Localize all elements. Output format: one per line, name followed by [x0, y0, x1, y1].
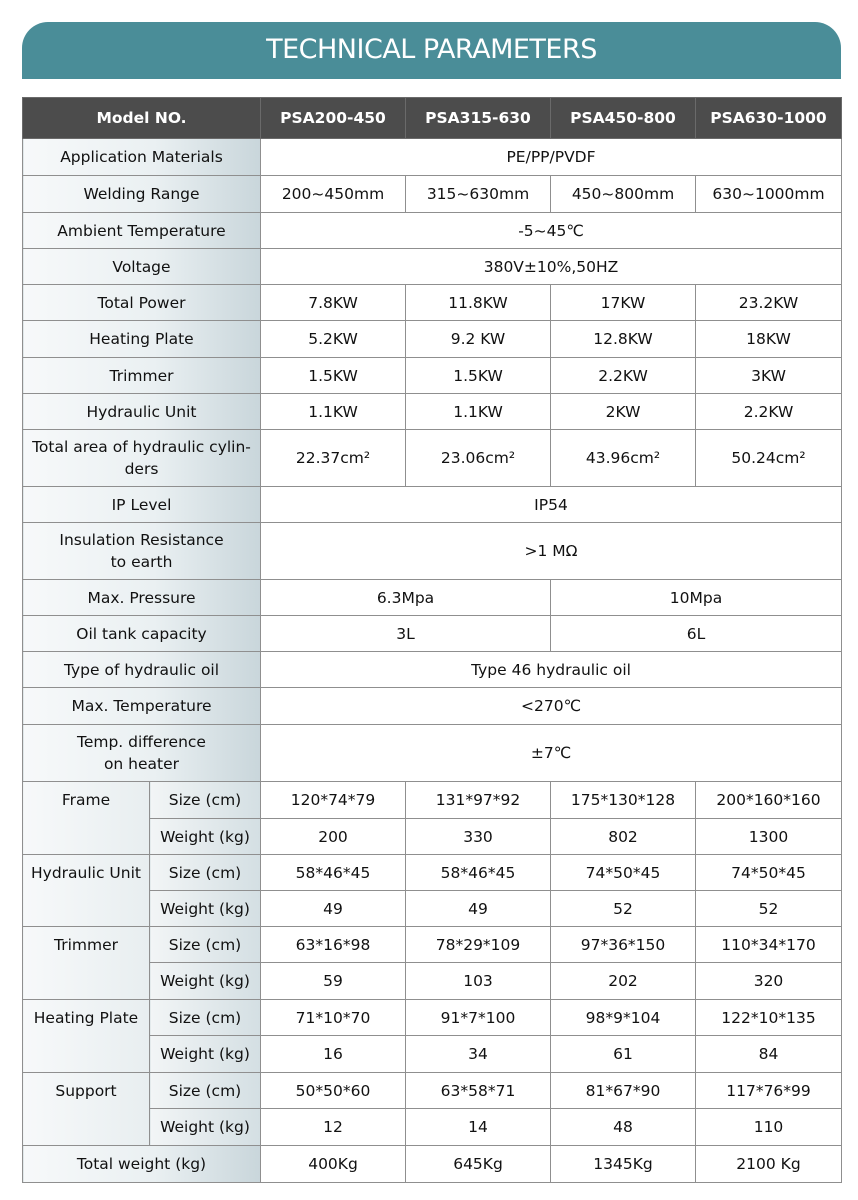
row-value: 74*50*45	[551, 855, 696, 891]
row-label: Max. Pressure	[23, 580, 261, 616]
row-label: Insulation Resistance to earth	[23, 523, 261, 580]
row-value: 12.8KW	[551, 321, 696, 358]
group-label-empty	[23, 963, 150, 1000]
group-label: Hydraulic Unit	[23, 855, 150, 891]
row-value: 2100 Kg	[696, 1146, 842, 1183]
row-label: Oil tank capacity	[23, 616, 261, 652]
row-value: -5~45℃	[261, 213, 842, 249]
row-value: Type 46 hydraulic oil	[261, 652, 842, 688]
table-row	[23, 523, 842, 580]
row-value: 330	[406, 819, 551, 855]
sub-label: Weight (kg)	[150, 819, 261, 855]
row-value: 3KW	[696, 358, 842, 394]
group-label: Trimmer	[23, 927, 150, 963]
row-value: 5.2KW	[261, 321, 406, 358]
row-value: 380V±10%,50HZ	[261, 249, 842, 285]
table-row	[23, 963, 842, 1000]
row-value: PE/PP/PVDF	[261, 139, 842, 176]
row-value: 3L	[261, 616, 551, 652]
sub-label: Weight (kg)	[150, 1109, 261, 1146]
row-value: 117*76*99	[696, 1073, 842, 1109]
row-value: 22.37cm²	[261, 430, 406, 487]
row-value: 2.2KW	[551, 358, 696, 394]
row-value: 11.8KW	[406, 285, 551, 321]
table-row	[23, 782, 842, 819]
group-label-empty	[23, 819, 150, 855]
row-label: Trimmer	[23, 358, 261, 394]
row-value: 18KW	[696, 321, 842, 358]
table-row	[23, 321, 842, 358]
table-row	[23, 616, 842, 652]
title-banner	[22, 22, 841, 79]
row-value: 1.5KW	[261, 358, 406, 394]
table-row	[23, 394, 842, 430]
row-value: 400Kg	[261, 1146, 406, 1183]
row-value: 59	[261, 963, 406, 1000]
row-label: Application Materials	[23, 139, 261, 176]
group-label-empty	[23, 891, 150, 927]
row-value: 131*97*92	[406, 782, 551, 819]
table-row	[23, 819, 842, 855]
row-value: 200~450mm	[261, 176, 406, 213]
row-label: Welding Range	[23, 176, 261, 213]
row-value: 122*10*135	[696, 1000, 842, 1036]
table-row	[23, 249, 842, 285]
row-label: Temp. difference on heater	[23, 725, 261, 782]
table-row	[23, 139, 842, 176]
header-model: PSA200-450	[261, 98, 406, 139]
row-value: 120*74*79	[261, 782, 406, 819]
row-value: 50*50*60	[261, 1073, 406, 1109]
row-value: 1345Kg	[551, 1146, 696, 1183]
row-value: 58*46*45	[406, 855, 551, 891]
row-value: 78*29*109	[406, 927, 551, 963]
row-label: IP Level	[23, 487, 261, 523]
row-label: Heating Plate	[23, 321, 261, 358]
table-row	[23, 1073, 842, 1109]
group-label: Frame	[23, 782, 150, 819]
table-row	[23, 213, 842, 249]
row-value: 320	[696, 963, 842, 1000]
row-value: 802	[551, 819, 696, 855]
parameters-table	[22, 97, 842, 1183]
row-value: 200*160*160	[696, 782, 842, 819]
row-value: 450~800mm	[551, 176, 696, 213]
row-value: 6.3Mpa	[261, 580, 551, 616]
row-value: 97*36*150	[551, 927, 696, 963]
table-row	[23, 855, 842, 891]
total-weight-row	[23, 1146, 842, 1183]
row-value: 630~1000mm	[696, 176, 842, 213]
row-value: 43.96cm²	[551, 430, 696, 487]
sub-label: Weight (kg)	[150, 1036, 261, 1073]
table-row	[23, 176, 842, 213]
row-value: 2.2KW	[696, 394, 842, 430]
group-label-empty	[23, 1109, 150, 1146]
row-value: 49	[406, 891, 551, 927]
row-value: 2KW	[551, 394, 696, 430]
row-value: 1300	[696, 819, 842, 855]
row-value: 34	[406, 1036, 551, 1073]
table-row	[23, 1000, 842, 1036]
header-model-no: Model NO.	[23, 98, 261, 139]
row-value: 98*9*104	[551, 1000, 696, 1036]
row-value: 91*7*100	[406, 1000, 551, 1036]
table-header	[23, 98, 842, 139]
row-value: 52	[696, 891, 842, 927]
row-value: 103	[406, 963, 551, 1000]
row-value: 63*58*71	[406, 1073, 551, 1109]
row-value: 48	[551, 1109, 696, 1146]
row-value: 52	[551, 891, 696, 927]
sub-label: Size (cm)	[150, 782, 261, 819]
sub-label: Size (cm)	[150, 1000, 261, 1036]
row-value: 6L	[551, 616, 842, 652]
table-row	[23, 1036, 842, 1073]
row-value: 14	[406, 1109, 551, 1146]
header-row	[23, 98, 842, 139]
row-value: 7.8KW	[261, 285, 406, 321]
row-label: Ambient Temperature	[23, 213, 261, 249]
row-label: Total Power	[23, 285, 261, 321]
row-value: 110	[696, 1109, 842, 1146]
group-label: Support	[23, 1073, 150, 1109]
row-value: 16	[261, 1036, 406, 1073]
header-model: PSA450-800	[551, 98, 696, 139]
table-row	[23, 358, 842, 394]
row-value: >1 MΩ	[261, 523, 842, 580]
row-value: 1.1KW	[406, 394, 551, 430]
row-value: 1.1KW	[261, 394, 406, 430]
row-value: IP54	[261, 487, 842, 523]
row-value: 71*10*70	[261, 1000, 406, 1036]
sub-label: Size (cm)	[150, 855, 261, 891]
sub-label: Size (cm)	[150, 927, 261, 963]
row-value: 23.06cm²	[406, 430, 551, 487]
row-value: 17KW	[551, 285, 696, 321]
row-label: Type of hydraulic oil	[23, 652, 261, 688]
row-value: 81*67*90	[551, 1073, 696, 1109]
table-row	[23, 927, 842, 963]
sub-label: Weight (kg)	[150, 891, 261, 927]
table-row	[23, 285, 842, 321]
row-value: 1.5KW	[406, 358, 551, 394]
row-value: ±7℃	[261, 725, 842, 782]
table-row	[23, 580, 842, 616]
row-value: 10Mpa	[551, 580, 842, 616]
row-value: 200	[261, 819, 406, 855]
row-label: Voltage	[23, 249, 261, 285]
table-row	[23, 725, 842, 782]
page-title: TECHNICAL PARAMETERS	[266, 34, 597, 65]
row-value: 315~630mm	[406, 176, 551, 213]
row-value: 9.2 KW	[406, 321, 551, 358]
row-label: Total weight (kg)	[23, 1146, 261, 1183]
header-model: PSA630-1000	[696, 98, 842, 139]
row-label: Max. Temperature	[23, 688, 261, 725]
row-value: 50.24cm²	[696, 430, 842, 487]
table-row	[23, 487, 842, 523]
row-value: 110*34*170	[696, 927, 842, 963]
header-model: PSA315-630	[406, 98, 551, 139]
table-row	[23, 1109, 842, 1146]
row-value: 202	[551, 963, 696, 1000]
row-value: 61	[551, 1036, 696, 1073]
group-label: Heating Plate	[23, 1000, 150, 1036]
row-value: <270℃	[261, 688, 842, 725]
row-value: 74*50*45	[696, 855, 842, 891]
row-value: 12	[261, 1109, 406, 1146]
row-value: 63*16*98	[261, 927, 406, 963]
row-value: 84	[696, 1036, 842, 1073]
table-row	[23, 430, 842, 487]
table-row	[23, 891, 842, 927]
row-value: 175*130*128	[551, 782, 696, 819]
table-body	[23, 139, 842, 1183]
row-value: 58*46*45	[261, 855, 406, 891]
sub-label: Weight (kg)	[150, 963, 261, 1000]
group-label-empty	[23, 1036, 150, 1073]
table-row	[23, 652, 842, 688]
row-label: Total area of hydraulic cylin- ders	[23, 430, 261, 487]
row-value: 645Kg	[406, 1146, 551, 1183]
row-label: Hydraulic Unit	[23, 394, 261, 430]
row-value: 49	[261, 891, 406, 927]
row-value: 23.2KW	[696, 285, 842, 321]
sub-label: Size (cm)	[150, 1073, 261, 1109]
table-row	[23, 688, 842, 725]
